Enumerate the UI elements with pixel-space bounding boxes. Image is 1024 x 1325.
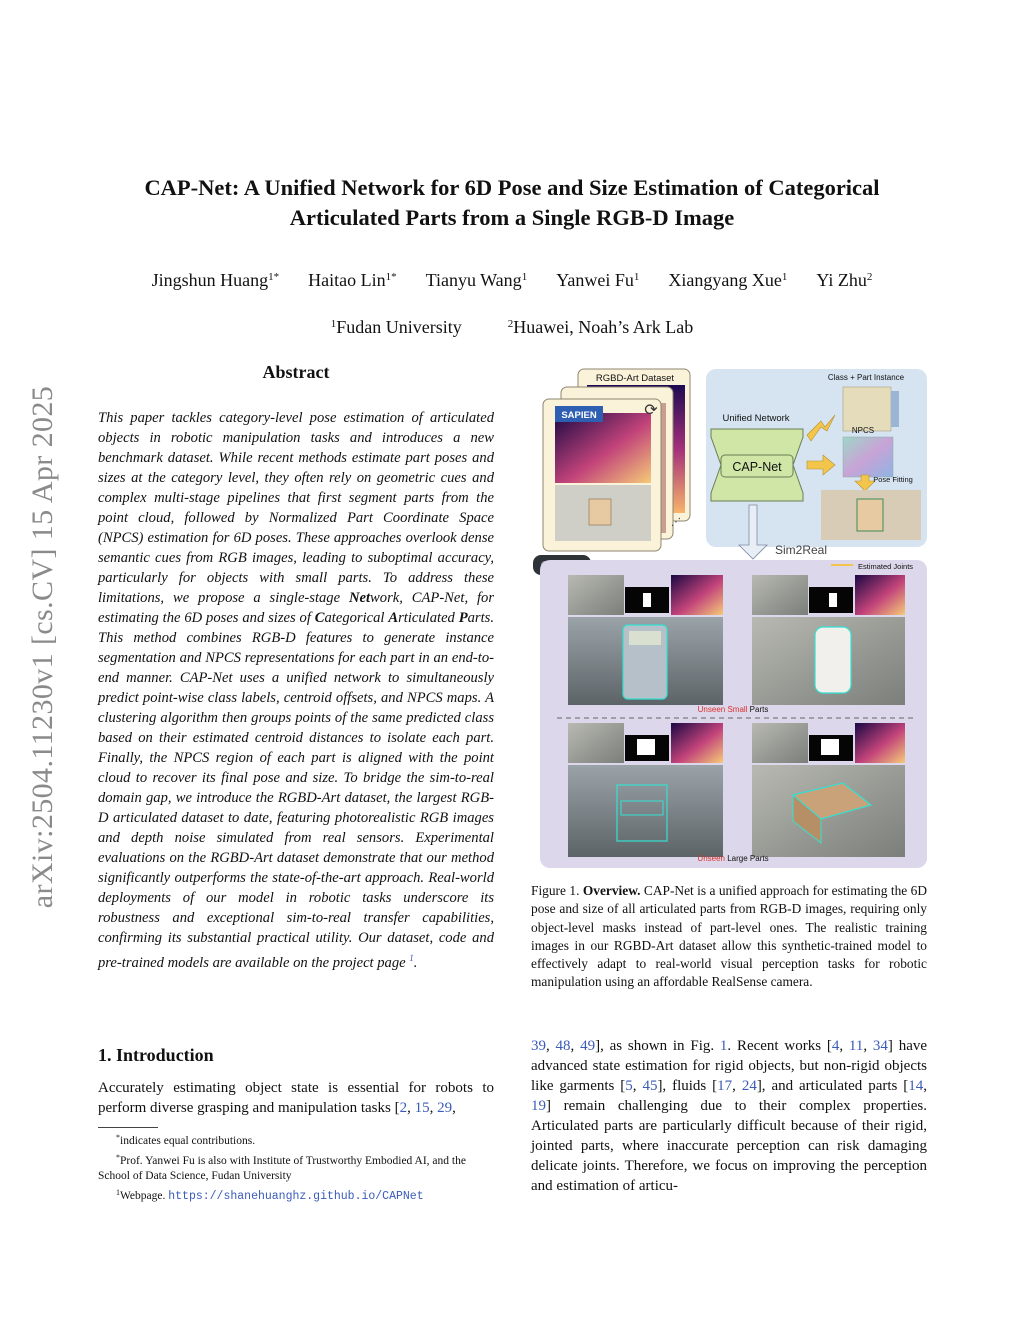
real-photo [568,723,624,763]
arxiv-stamp [14,352,72,942]
footnote-1: *indicates equal contributions. [116,1133,256,1147]
abstract-heading: Abstract [262,362,330,382]
intro-paragraph: Accurately estimating object state is essential for robots to perform diverse grasping and manipulation tasks [2, 15, 29, [98,1080,494,1116]
affiliation-list [95,317,929,338]
cap-net-label: CAP-Net [732,460,782,474]
figure-overview [531,365,929,870]
real-mask-object [643,593,651,607]
citation-link[interactable]: 29 [437,1100,453,1116]
calculator-screen [629,631,661,645]
citation-link[interactable]: 34 [872,1038,888,1054]
remote-object [815,627,851,693]
citation-link[interactable]: 11 [848,1038,864,1054]
author: Yanwei Fu$^1$ [556,270,640,290]
section-heading-introduction: 1. Introduction [98,1045,214,1065]
intro-paragraph-continued: 39, 48, 49], as shown in Fig. 1. Recent works [4, 11, 34] have advanced state estimation for rigid objects, but non-rigid objects like garments [5, 45], fluids [17, 24], and articulated parts [14, 19] remain challenging due to their complex properties. Articulated parts are particularly difficult because of their rigid, jointed parts, where inaccurate perception can risk damaging delicate joints. Therefore, we focus on improving the perception and estimation of articu- [531,1038,928,1194]
footnotes [98,1130,494,1204]
author: Tianyu Wang$^1$ [425,270,528,290]
real-mask-object [637,739,655,755]
paper-title [95,173,929,233]
unified-network-label: Unified Network [722,413,790,424]
sim2real-label: Sim2Real [775,543,828,557]
citation-link[interactable]: 45 [642,1078,658,1094]
sim-cabinet [589,499,611,525]
real-photo-large [568,765,723,857]
pose-fitting-label: Pose Fitting [873,475,913,484]
project-url-link[interactable]: https://shanehuanghz.github.io/CAPNet [168,1189,424,1203]
real-photo [568,575,624,615]
real-photo [752,575,808,615]
affiliation: $^1$Fudan University [330,317,462,337]
citation-link[interactable]: 15 [414,1100,430,1116]
npcs-label: NPCS [851,426,875,435]
joints-label: Estimated Joints [858,562,914,571]
title-line-1: CAP-Net: A Unified Network for 6D Pose and Size Estimation of Categorical [144,175,880,200]
citation-link[interactable]: 14 [908,1078,924,1094]
real-depth [855,723,905,763]
citation-link[interactable]: 49 [580,1038,596,1054]
author-list [95,270,929,291]
arxiv-stamp-text: arXiv:2504.11230v1 [cs.CV] 15 Apr 2025 [26,385,59,909]
large-parts-label: Unseen Large Parts [697,854,769,863]
affiliation: $^2$Huawei, Noah’s Ark Lab [507,317,694,337]
figure-link[interactable]: 1 [719,1038,728,1054]
real-mask-object [821,739,839,755]
real-photo [752,723,808,763]
citation-link[interactable]: 39 [531,1038,546,1054]
footnote-2: *Prof. Yanwei Fu is also with Institute of Trustworthy Embodied AI, and the School of Data Science, Fudan University [98,1152,466,1182]
citation-link[interactable]: 24 [741,1078,757,1094]
citation-link[interactable]: 5 [625,1078,633,1094]
author: Haitao Lin$^{1*}$ [308,270,397,290]
author: Xiangyang Xue$^1$ [668,270,788,290]
small-parts-label: Unseen Small Parts [697,705,769,714]
citation-link[interactable]: 19 [531,1098,546,1114]
real-depth [671,723,723,763]
class-part-output-side [891,391,899,427]
figure-caption: Figure 1. Overview. CAP-Net is a unified approach for estimating the 6D pose and size of all articulated parts from RGB-D images, requiring only object-level masks instead of part-level ones. The realistic training images in our RGBD-Art dataset allow this synthetic-trained model to effectively adapt to real-world visual perception tasks for robotic manipulation using an affordable RealSense camera. [531,883,927,990]
dataset-label: RGBD-Art Dataset [595,373,675,384]
real-mask-object [829,593,837,607]
refresh-icon: ⟳ [644,402,658,419]
sapien-logo: SAPIEN [561,410,597,421]
stack-dots: ⋰ [671,517,681,528]
real-depth [671,575,723,615]
class-part-output [843,387,891,431]
author: Jingshun Huang$^{1*}$ [151,270,280,290]
footnote-ref[interactable]: 1 [409,953,414,963]
author: Yi Zhu$^2$ [816,270,873,290]
class-part-label: Class + Part Instance [827,373,905,382]
citation-link[interactable]: 4 [831,1038,840,1054]
footnote-divider [98,1127,158,1128]
sim-depth-image [555,413,651,483]
footnote-3: $^1$Webpage. https://shanehuanghz.github.io/CAPNet [116,1187,424,1203]
abstract-body: This paper tackles category-level pose estimation of articulated objects in robotic manipulation tasks and introduces a new benchmark dataset. While recent methods estimate part poses and sizes at the category level, they often rely on geometric cues and complex multi-stage pipelines that first segment parts from the point cloud, followed by Normalized Part Coordinate Space (NPCS) estimation for 6D poses. These approaches overlook dense semantic cues from RGB images, leading to suboptimal accuracy, particularly for objects with small parts. To address these limitations, we propose a single-stage Network, CAP-Net, for estimating the 6D poses and sizes of Categorical Articulated Parts. This method combines RGB-D features to generate instance segmentation and NPCS representations for each part in an end-to-end manner. CAP-Net uses a unified network to simultaneously predict point-wise class labels, centroid offsets, and NPCS maps. A clustering algorithm then groups points of the same predicted class based on their estimated centroid distances to isolate each part. Finally, the NPCS region of each part is aligned with the point cloud to recover its final pose and size. To bridge the sim-to-real domain gap, we introduce the RGBD-Art dataset, the largest RGB-D articulated dataset to date, featuring photorealistic RGB images and depth noise simulated from real sensors. Experimental evaluations on the RGBD-Art dataset demonstrate that our method significantly outperforms the state-of-the-art approach. Real-world deployments of our model in robotic tasks underscore its robustness and exceptional sim-to-real transfer capabilities, confirming its substantial practical utility. Our dataset, code and pre-trained models are available on the project page $^1$. [98,410,494,971]
pose-fitting-cabinet [857,499,883,531]
title-line-2: Articulated Parts from a Single RGB-D Image [289,205,735,230]
npcs-output [843,437,893,477]
citation-link[interactable]: 17 [717,1078,733,1094]
citation-link[interactable]: 48 [555,1038,571,1054]
real-depth [855,575,905,615]
citation-link[interactable]: 2 [399,1100,408,1116]
